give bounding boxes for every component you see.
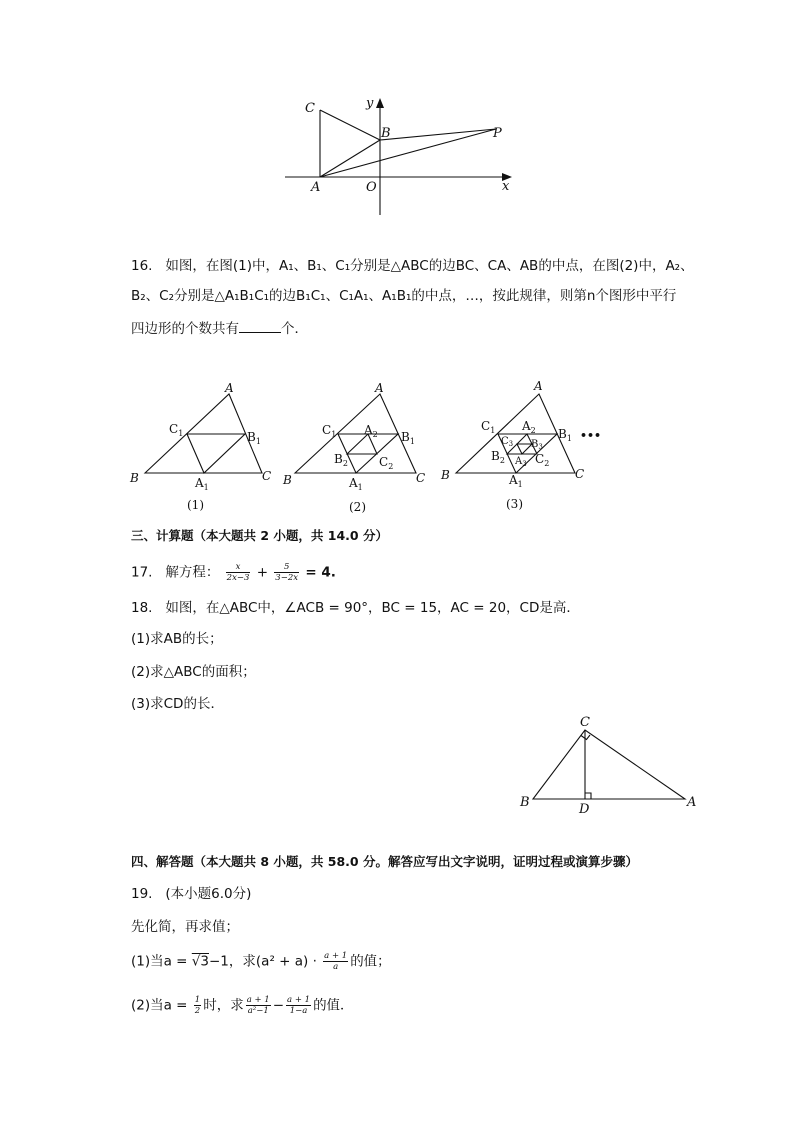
q18-stem-line: [131, 598, 580, 618]
label-c: C: [580, 715, 590, 730]
svg-text:A1: $A_1$: [509, 473, 523, 489]
q16-text-line2: B₂、C₂分别是△A₁B₁C₁的边B₁C₁、C₁A₁、A₁B₁的中点，…，按此规律，则第n个图形中平行: [131, 288, 677, 304]
label-a: A: [311, 180, 321, 195]
label-y: y: [366, 96, 374, 111]
q19-intro: 先化简，再求值；: [131, 919, 239, 935]
svg-text:A2: $A_2$: [522, 419, 536, 435]
q19-header: [131, 884, 251, 904]
right-triangle-figure: [515, 712, 705, 816]
section-3-title: 三、计算题（本大题共 2 小题，共 14.0 分）: [131, 528, 388, 543]
q17: [131, 562, 336, 583]
q16-text-line1: 如图，在图(1)中，A₁、B₁、C₁分别是△ABC的边BC、CA、AB的中点，在图(2)中，A₂、: [165, 258, 694, 274]
svg-text:C: C: [262, 469, 272, 483]
svg-text:C3: $C_3$: [501, 436, 514, 448]
svg-text:B2: $B_2$: [334, 452, 348, 468]
q19-p2-fraction-2: $\frac{a + 1}{1-a}$: [287, 995, 311, 1016]
svg-text:B: B: [441, 468, 450, 482]
svg-text:A2: $A_2$: [364, 423, 378, 439]
q19-p2-half: $\frac{1}{2}$: [194, 995, 201, 1016]
svg-text:A3: $A_3$: [515, 456, 527, 468]
label-x: x: [502, 179, 510, 194]
segment-bp: [380, 129, 496, 140]
label-b: B: [520, 795, 530, 810]
svg-text:B: B: [130, 471, 139, 485]
q16-text-line3a: 四边形的个数共有: [131, 321, 239, 337]
midpoint-triangles-figure: [125, 378, 615, 518]
svg-text:B1: $B_1$: [247, 430, 261, 446]
q19-p2-suffix: 的值．: [313, 997, 354, 1014]
q19-p2-prefix: (2)当a =: [131, 997, 192, 1014]
q18-part3: (3)求CD的长．: [131, 696, 224, 712]
q19-p1-mid: −1，求(a² + a) ·: [209, 953, 322, 970]
q18-stem: 如图，在△ABC中，∠ACB = 90°，BC = 15，AC = 20，CD是高．: [165, 600, 580, 616]
triangle-abc: [533, 730, 685, 799]
segment-ap: [320, 129, 496, 177]
svg-text:A: A: [534, 379, 543, 393]
svg-text:C2: $C_2$: [379, 455, 394, 471]
q19-part1: [131, 951, 391, 972]
q19-number: 19.: [131, 886, 153, 902]
q18-part2: (2)求△ABC的面积；: [131, 664, 256, 680]
q19-p1-root: √3: [191, 953, 209, 970]
svg-text:C1: $C_1$: [481, 419, 496, 435]
q17-plus: +: [256, 564, 268, 581]
label-d: D: [579, 802, 590, 816]
q16-text-line3b: 个．: [281, 321, 308, 337]
fig1-medial-triangle: [187, 434, 245, 473]
q17-prefix: 解方程：: [165, 564, 220, 581]
svg-text:C1: $C_1$: [169, 422, 184, 438]
segment-cb: [320, 110, 380, 140]
answer-blank[interactable]: [239, 318, 281, 333]
caption-fig1: (1): [187, 498, 204, 512]
svg-text:C: C: [575, 467, 585, 481]
svg-text:C: C: [416, 471, 426, 485]
q19-p2-fraction-1: $\frac{a + 1}{\text{a²−1}}$: [246, 995, 270, 1016]
label-c: C: [305, 101, 315, 116]
caption-fig3: (3): [506, 497, 523, 511]
svg-text:B1: $B_1$: [558, 427, 572, 443]
q17-fraction-2: $\frac{5}{3-2x}$: [275, 562, 299, 583]
label-p: P: [493, 126, 502, 141]
q16-line2: [131, 286, 676, 306]
label-o: O: [366, 180, 377, 195]
q18-part1: (1)求AB的长；: [131, 631, 223, 647]
svg-text:B1: $B_1$: [401, 430, 415, 446]
svg-text:A1: $A_1$: [195, 476, 209, 492]
q19-p2-mid: 时，求: [203, 997, 244, 1014]
q16-line3: [131, 318, 308, 339]
q19-p1-fraction: $\frac{a + 1}{a}$: [324, 951, 348, 972]
svg-text:B2: $B_2$: [491, 449, 505, 465]
right-angle-d-icon: [585, 793, 591, 799]
svg-text:B: B: [283, 473, 292, 487]
q17-fraction-1: $\frac{x}{2x-3}$: [226, 562, 250, 583]
svg-text:C2: $C_2$: [535, 452, 550, 468]
q19-p1-suffix: 的值；: [350, 953, 391, 970]
label-b: B: [381, 126, 391, 141]
svg-text:C1: $C_1$: [322, 423, 337, 439]
svg-text:A: A: [375, 381, 384, 395]
section-4-title: 四、解答题（本大题共 8 小题，共 58.0 分。解答应写出文字说明，证明过程或演算步骤）: [131, 854, 638, 869]
q17-rhs: = 4.: [305, 564, 336, 581]
svg-text:A1: $A_1$: [349, 476, 363, 492]
svg-text:A: A: [225, 381, 234, 395]
fig3-third-triangle: [517, 444, 532, 454]
q16-number: 16.: [131, 258, 153, 274]
q19-score: (本小题6.0分): [165, 886, 252, 902]
q19-part2: (2)当a = $\frac{1}{2}$ 时，求 $\frac{a + 1}{\text{a²−1}}$ − $\frac{a + 1}{1-a}$ 的值．: [131, 995, 354, 1016]
q17-number: 17.: [131, 564, 153, 581]
segment-ab: [320, 140, 380, 177]
q18-number: 18.: [131, 600, 153, 616]
caption-fig2: (2): [349, 500, 366, 514]
q16-line1: [131, 256, 694, 276]
coordinate-figure: [280, 90, 520, 220]
label-a: A: [687, 795, 697, 810]
continuation-ellipsis: •••: [580, 429, 602, 442]
svg-text:B3: $B_3$: [531, 439, 543, 451]
y-axis-arrow-icon: [376, 98, 384, 108]
q19-p1-prefix: (1)当a =: [131, 953, 192, 970]
